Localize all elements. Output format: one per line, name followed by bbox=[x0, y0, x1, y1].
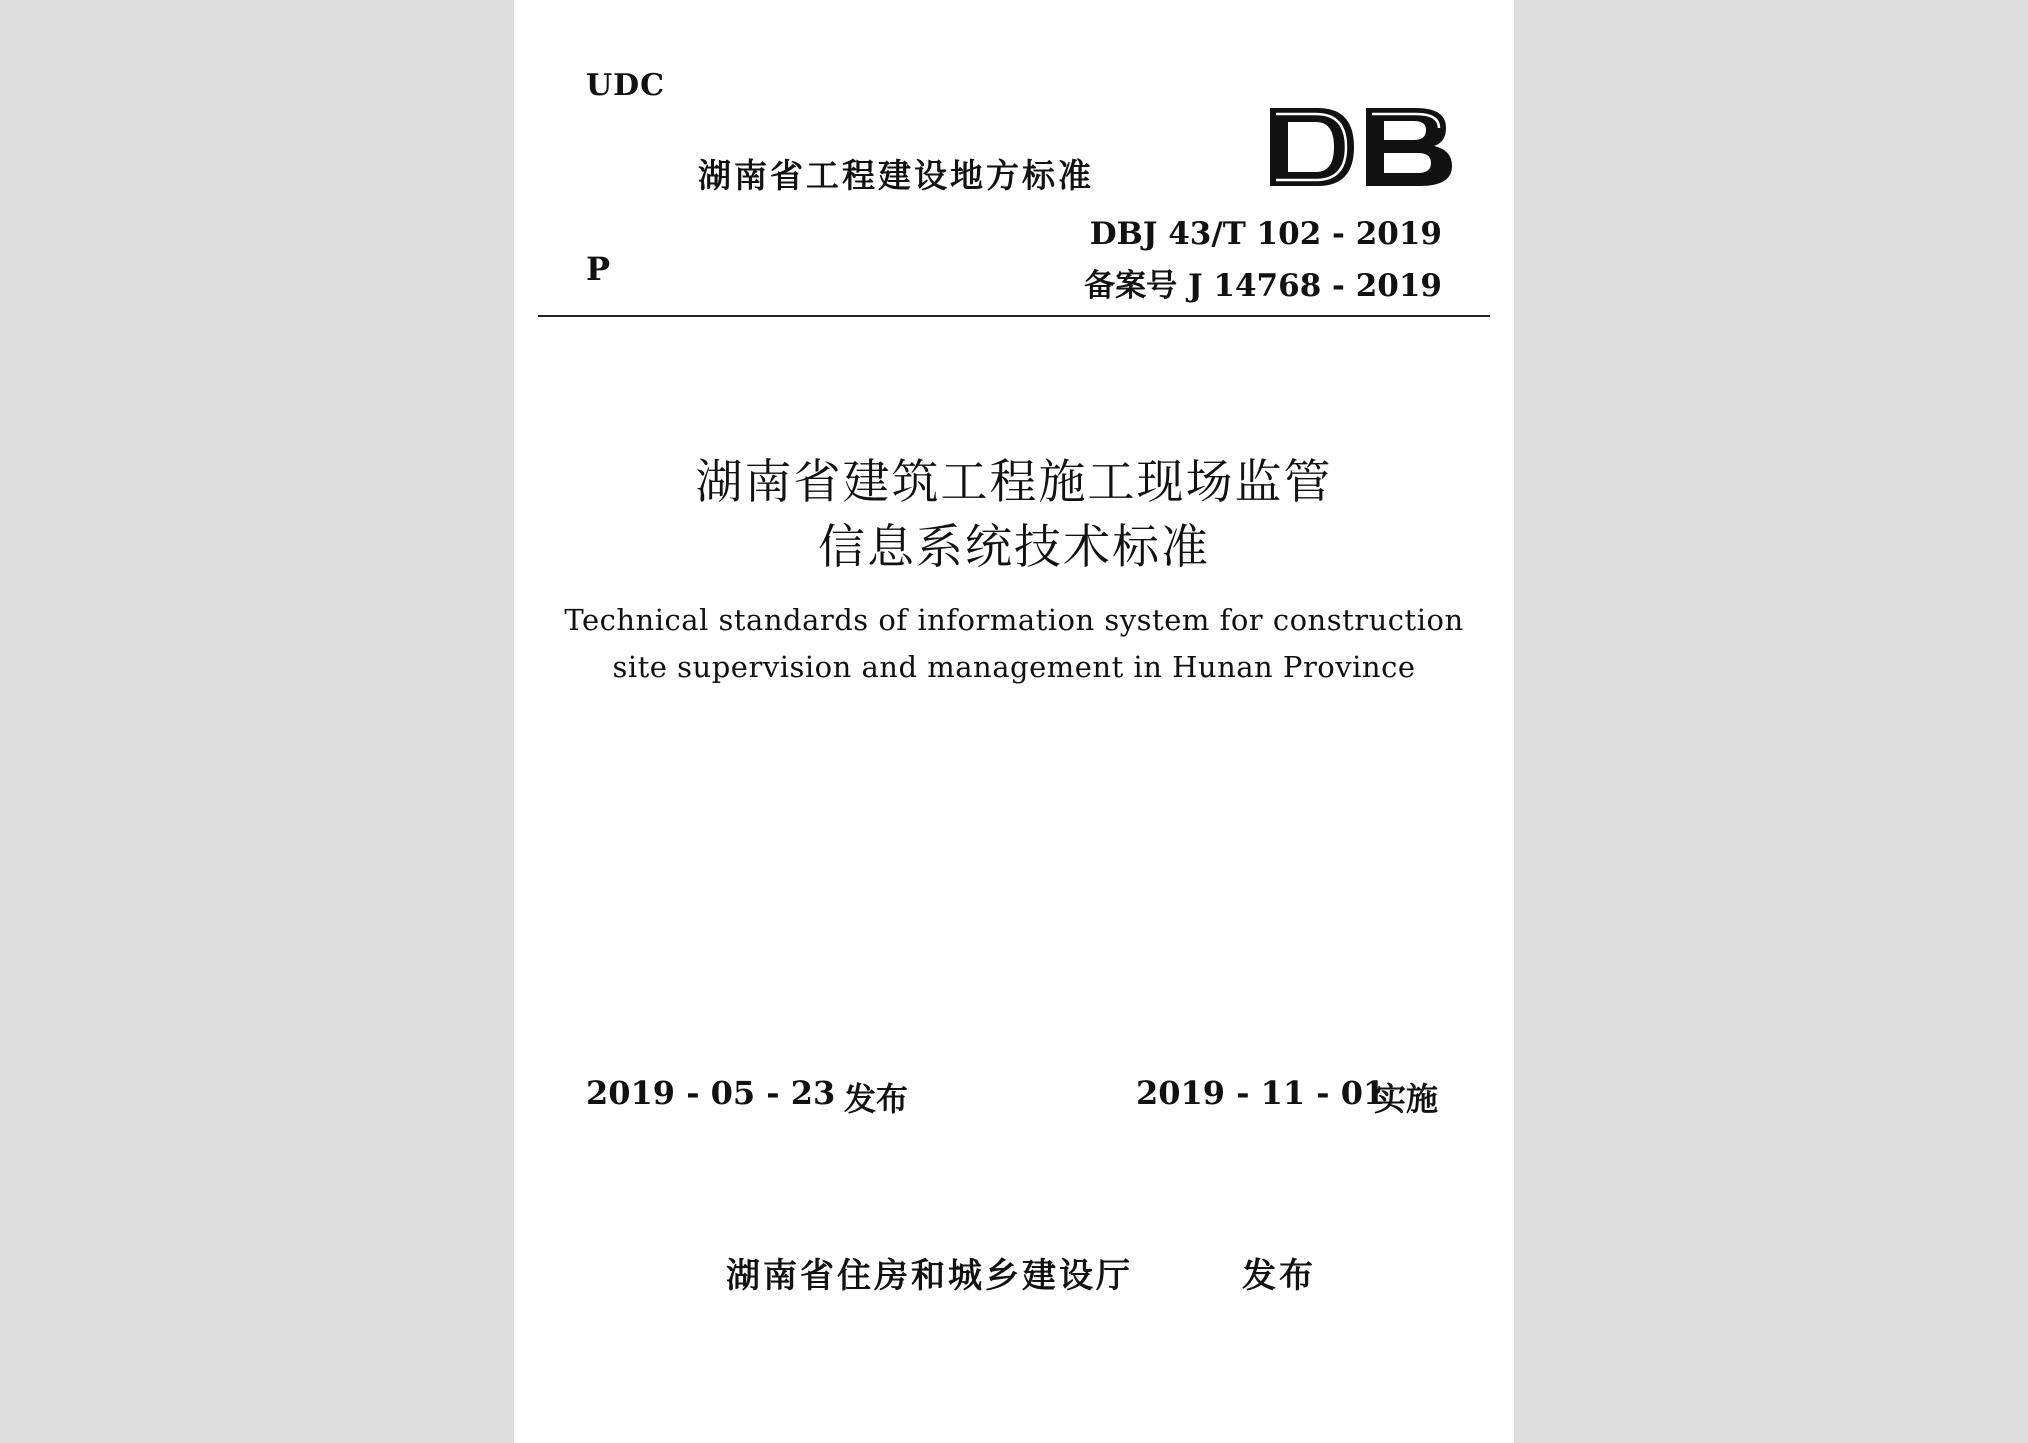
title-en-line1: Technical standards of information system for construction bbox=[564, 603, 1464, 637]
implement-date: 2019 - 11 - 01 bbox=[1136, 1074, 1386, 1112]
title-cn-line2: 信息系统技术标准 bbox=[818, 520, 1210, 575]
header-divider bbox=[538, 315, 1490, 317]
publisher-label: 发布 bbox=[1242, 1256, 1316, 1296]
udc-label: UDC bbox=[586, 68, 666, 103]
issue-date: 2019 - 05 - 23 bbox=[586, 1074, 836, 1112]
standard-type: 湖南省工程建设地方标准 bbox=[698, 156, 1094, 195]
title-cn-line1: 湖南省建筑工程施工现场监管 bbox=[695, 455, 1333, 510]
publisher: 湖南省住房和城乡建设厅 bbox=[726, 1256, 1133, 1296]
record-code: 备案号 J 14768 - 2019 bbox=[1084, 268, 1442, 304]
classification-letter: P bbox=[586, 250, 611, 288]
issue-label: 发布 bbox=[844, 1080, 909, 1118]
db-logo bbox=[1266, 104, 1456, 190]
document-page bbox=[514, 0, 1514, 1443]
implement-label: 实施 bbox=[1374, 1080, 1439, 1118]
standard-code: DBJ 43/T 102 - 2019 bbox=[1089, 216, 1442, 252]
title-en-line2: site supervision and management in Hunan Province bbox=[612, 650, 1416, 684]
